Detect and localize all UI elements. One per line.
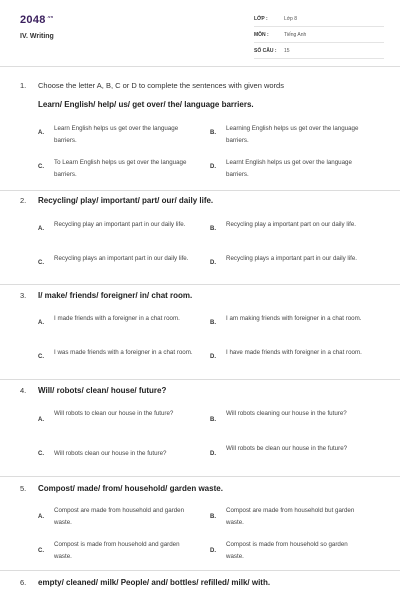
question-divider [0, 284, 400, 285]
option-text-a[interactable]: Learn English helps us get over the language barriers. [54, 125, 179, 144]
option-text-c[interactable]: Compost is made from household and garden waste. [54, 541, 180, 560]
question-prompt: Will/ robots/ clean/ house/ future? [38, 386, 167, 395]
option-letter-c[interactable]: C. [38, 548, 44, 554]
site-logo[interactable] [20, 14, 53, 26]
option-letter-a[interactable]: A. [38, 226, 44, 232]
option-text-c[interactable]: Recycling plays an important part in our daily life. [54, 255, 189, 262]
option-letter-c[interactable]: C. [38, 164, 44, 170]
option-letter-c[interactable]: C. [38, 260, 44, 266]
option-text-a[interactable]: I made friends with a foreigner in a chat room. [54, 315, 180, 322]
question-number: 4. [20, 386, 27, 395]
option-text-c[interactable]: Will robots clean our house in the future? [54, 450, 167, 457]
meta-value: Tiếng Anh [284, 32, 307, 38]
option-text-b[interactable]: Compost are made from household but garden waste. [226, 507, 355, 526]
meta-key: MÔN : [254, 32, 269, 38]
question-number: 2. [20, 196, 27, 205]
meta-row-class [254, 14, 384, 27]
question-prompt: Compost/ made/ from/ household/ garden waste. [38, 484, 223, 493]
option-text-d[interactable]: Compost is made from household so garden waste. [226, 541, 348, 560]
meta-value: Lớp 8 [284, 16, 298, 22]
option-letter-a[interactable]: A. [38, 130, 44, 136]
option-letter-a[interactable]: A. [38, 417, 44, 423]
option-letter-a[interactable]: A. [38, 320, 44, 326]
meta-value: 15 [284, 48, 290, 54]
option-text-a[interactable]: Will robots to clean our house in the future? [54, 410, 174, 417]
option-text-c[interactable]: I was made friends with a foreigner in a chat room. [54, 349, 193, 356]
question-prompt: empty/ cleaned/ milk/ People/ and/ bottles/ refilled/ milk/ with. [38, 578, 271, 587]
meta-row-subject [254, 30, 384, 43]
option-letter-c[interactable]: C. [38, 354, 44, 360]
question-prompt: Recycling/ play/ important/ part/ our/ daily life. [38, 196, 214, 205]
option-letter-d[interactable]: D. [210, 260, 216, 266]
question-number: 5. [20, 484, 27, 493]
option-letter-d[interactable]: D. [210, 164, 216, 170]
question-divider [0, 476, 400, 477]
question-prompt: Learn/ English/ help/ us/ get over/ the/ language barriers. [38, 100, 254, 109]
question-number: 6. [20, 578, 27, 587]
option-text-d[interactable]: Recycling plays a important part in our daily life. [226, 255, 358, 262]
option-text-b[interactable]: I am making friends with foreigner in a chat room. [226, 315, 362, 322]
option-text-b[interactable]: Will robots cleaning our house in the future? [226, 410, 347, 417]
question-divider [0, 570, 400, 571]
option-text-d[interactable]: I have made friends with foreigner in a chat room. [226, 349, 362, 356]
question-instruction: Choose the letter A, B, C or D to complete the sentences with given words [38, 81, 284, 90]
question-number: 3. [20, 291, 27, 300]
option-text-d[interactable]: Learnt English helps us get over the language barriers. [226, 159, 352, 178]
option-letter-b[interactable]: B. [210, 417, 216, 423]
meta-row-count [254, 46, 384, 59]
option-letter-d[interactable]: D. [210, 451, 216, 457]
question-prompt: I/ make/ friends/ foreigner/ in/ chat room. [38, 291, 193, 300]
question-divider [0, 379, 400, 380]
logo-suffix: .vn [46, 14, 54, 20]
option-text-b[interactable]: Recycling play a important part on our daily life. [226, 221, 357, 228]
option-text-b[interactable]: Learning English helps us get over the language barriers. [226, 125, 359, 144]
option-text-a[interactable]: Compost are made from household and garden waste. [54, 507, 185, 526]
meta-key: LỚP : [254, 16, 268, 22]
logo-text: 2048 [20, 14, 46, 26]
option-letter-d[interactable]: D. [210, 548, 216, 554]
question-number: 1. [20, 81, 27, 90]
option-letter-b[interactable]: B. [210, 130, 216, 136]
option-text-a[interactable]: Recycling play an important part in our daily life. [54, 221, 186, 228]
meta-key: SỐ CÂU : [254, 48, 277, 54]
option-letter-a[interactable]: A. [38, 514, 44, 520]
worksheet-header [0, 0, 400, 67]
section-title: IV. Writing [20, 33, 54, 40]
question-divider [0, 190, 400, 191]
option-letter-b[interactable]: B. [210, 320, 216, 326]
option-letter-c[interactable]: C. [38, 451, 44, 457]
option-letter-b[interactable]: B. [210, 226, 216, 232]
option-letter-b[interactable]: B. [210, 514, 216, 520]
option-text-c[interactable]: To Learn English helps us get over the language barriers. [54, 159, 187, 178]
option-text-d[interactable]: Will robots be clean our house in the future? [226, 445, 348, 452]
option-letter-d[interactable]: D. [210, 354, 216, 360]
